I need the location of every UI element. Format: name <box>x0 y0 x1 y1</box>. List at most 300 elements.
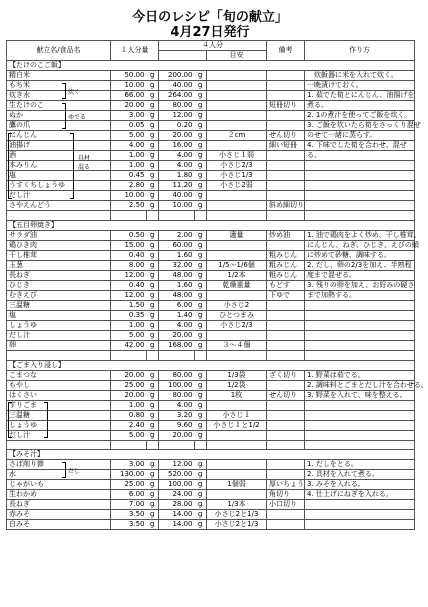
biko <box>267 310 305 320</box>
amount-four: 10.00 <box>159 201 195 211</box>
method-line <box>305 410 415 420</box>
food-name: にんじん <box>7 131 111 141</box>
biko: 角切り <box>267 490 305 500</box>
amount-four: 28.00 <box>159 500 195 510</box>
table-row <box>7 141 415 151</box>
food-name: だし汁 <box>7 191 111 201</box>
amount-one: 7.00 <box>111 500 147 510</box>
biko <box>267 320 305 330</box>
table-row <box>7 390 415 400</box>
unit-four: g <box>195 131 207 141</box>
unit-four: g <box>195 171 207 181</box>
amount-one: 5.00 <box>111 430 147 440</box>
method-line <box>305 300 415 310</box>
table-row <box>7 201 415 211</box>
method-line <box>305 161 415 171</box>
method-line: 1. 野菜は茹でる。 <box>305 370 415 380</box>
food-name: だし汁 <box>7 430 111 440</box>
method-line: 1. 油で鶏肉をよく炒め、干し椎茸、 <box>305 230 415 240</box>
amount-one: 42.00 <box>111 340 147 350</box>
unit-one: g <box>147 400 159 410</box>
biko: 斜め細切り <box>267 201 305 211</box>
unit-four: g <box>195 300 207 310</box>
unit-four: g <box>195 390 207 400</box>
method-line: まで加熱する。 <box>305 290 415 300</box>
amount-one: 3.50 <box>111 520 147 530</box>
meyasu: 1枚 <box>207 390 267 400</box>
unit-four: g <box>195 191 207 201</box>
amount-four: 4.00 <box>159 400 195 410</box>
method-line <box>305 520 415 530</box>
table-row <box>7 430 415 440</box>
table-row <box>7 260 415 270</box>
food-name: もち米 <box>7 81 111 91</box>
method-line: 4. 仕上げにねぎを入れる。 <box>305 490 415 500</box>
meyasu: ３〜４個 <box>207 340 267 350</box>
method-line <box>305 330 415 340</box>
table-row <box>7 370 415 380</box>
method-line: 煮る。 <box>305 101 415 111</box>
unit-one: g <box>147 101 159 111</box>
amount-one: 1.00 <box>111 151 147 161</box>
spacer-cell <box>207 211 267 221</box>
food-name: 三温糖 <box>7 410 111 420</box>
food-name: むきえび <box>7 290 111 300</box>
method-line: 4. 下味でした筍を合わせ、混ぜ <box>305 141 415 151</box>
amount-one: 1.00 <box>111 161 147 171</box>
amount-one: 2.80 <box>111 181 147 191</box>
unit-four: g <box>195 320 207 330</box>
unit-four: g <box>195 510 207 520</box>
col-header-biko: 備考 <box>267 41 305 61</box>
biko: 短冊切り <box>267 101 305 111</box>
meyasu <box>207 201 267 211</box>
food-name: 白みそ <box>7 520 111 530</box>
table-row <box>7 420 415 430</box>
unit-four: g <box>195 230 207 240</box>
col-header-one: １人分量 <box>111 41 159 61</box>
meyasu <box>207 330 267 340</box>
amount-one: 25.00 <box>111 380 147 390</box>
biko: 粗みじん <box>267 260 305 270</box>
unit-four: g <box>195 430 207 440</box>
group-note: だし <box>68 467 81 475</box>
table-row <box>7 270 415 280</box>
issue-date: 4月27日発行 <box>170 25 250 40</box>
food-name: 干し椎茸 <box>7 250 111 260</box>
food-name: サラダ油 <box>7 230 111 240</box>
biko <box>267 380 305 390</box>
unit-four: g <box>195 490 207 500</box>
amount-one: 10.00 <box>111 191 147 201</box>
amount-one: 0.05 <box>111 121 147 131</box>
unit-four: g <box>195 270 207 280</box>
spacer-cell <box>267 211 305 221</box>
amount-four: 80.00 <box>159 370 195 380</box>
food-name: 塩 <box>7 171 111 181</box>
amount-one: 130.00 <box>111 470 147 480</box>
amount-four: 32.00 <box>159 260 195 270</box>
food-name: こまつな <box>7 370 111 380</box>
amount-four: 264.00 <box>159 91 195 101</box>
amount-four: 1.40 <box>159 310 195 320</box>
unit-one: g <box>147 310 159 320</box>
amount-four: 20.00 <box>159 330 195 340</box>
amount-four: 4.00 <box>159 161 195 171</box>
amount-four: 4.00 <box>159 151 195 161</box>
method-line: 1. 茹でた筍とにんじん、油揚げを <box>305 91 415 101</box>
table-row <box>7 250 415 260</box>
amount-four: 48.00 <box>159 270 195 280</box>
amount-four: 2.00 <box>159 230 195 240</box>
meyasu: ２cm <box>207 131 267 141</box>
food-name: 生わかめ <box>7 490 111 500</box>
meyasu <box>207 81 267 91</box>
method-line <box>305 430 415 440</box>
spacer-cell <box>7 211 111 221</box>
table-row <box>7 510 415 520</box>
unit-four: g <box>195 181 207 191</box>
spacer-cell <box>305 350 415 360</box>
unit-one: g <box>147 410 159 420</box>
biko: 下ゆで <box>267 290 305 300</box>
amount-four: 9.60 <box>159 420 195 430</box>
unit-four: g <box>195 480 207 490</box>
meyasu <box>207 460 267 470</box>
method-line <box>305 181 415 191</box>
method-line <box>305 201 415 211</box>
meyasu <box>207 470 267 480</box>
meyasu <box>207 91 267 101</box>
amount-four: 168.00 <box>159 340 195 350</box>
spacer-cell <box>111 350 147 360</box>
biko <box>267 111 305 121</box>
unit-one: g <box>147 370 159 380</box>
method-line <box>305 420 415 430</box>
meyasu: 1/3袋 <box>207 370 267 380</box>
amount-one: 20.00 <box>111 101 147 111</box>
food-name: 生たけのこ <box>7 101 111 111</box>
table-row <box>7 121 415 131</box>
section-title: 【五目卵焼き】 <box>7 220 415 230</box>
amount-four: 12.00 <box>159 460 195 470</box>
method-line <box>305 340 415 350</box>
biko: 小口切り <box>267 500 305 510</box>
spacer-cell <box>305 211 415 221</box>
amount-one: 20.00 <box>111 370 147 380</box>
meyasu: 小さじ2と1/3 <box>207 520 267 530</box>
section-title: 【たけのこご飯】 <box>7 61 415 71</box>
col-header-four: ４人分 <box>159 41 267 51</box>
meyasu: 1/5〜1/6個 <box>207 260 267 270</box>
amount-one: 6.00 <box>111 490 147 500</box>
unit-four: g <box>195 141 207 151</box>
unit-four: g <box>195 91 207 101</box>
unit-four: g <box>195 71 207 81</box>
spacer-cell <box>305 440 415 450</box>
group-bracket <box>8 133 12 199</box>
amount-four: 11.20 <box>159 181 195 191</box>
unit-four: g <box>195 520 207 530</box>
amount-one: 4.00 <box>111 141 147 151</box>
food-name: ぬか <box>7 111 111 121</box>
section-spacer <box>7 211 415 221</box>
unit-four: g <box>195 260 207 270</box>
meyasu: 小さじ2と1/3 <box>207 510 267 520</box>
amount-four: 40.00 <box>159 81 195 91</box>
unit-one: g <box>147 191 159 201</box>
table-row <box>7 490 415 500</box>
food-name: 油揚げ <box>7 141 111 151</box>
table-row <box>7 71 415 81</box>
food-name: 三温糖 <box>7 300 111 310</box>
amount-four: 24.00 <box>159 490 195 500</box>
table-header-row <box>7 41 415 51</box>
table-row <box>7 330 415 340</box>
unit-one: g <box>147 300 159 310</box>
food-name: 鶏ひき肉 <box>7 240 111 250</box>
unit-four: g <box>195 370 207 380</box>
meyasu <box>207 290 267 300</box>
meyasu: 小さじ1/3 <box>207 171 267 181</box>
unit-one: g <box>147 340 159 350</box>
unit-one: g <box>147 171 159 181</box>
amount-four: 60.00 <box>159 240 195 250</box>
spacer-cell <box>267 440 305 450</box>
food-name: 炊き水 <box>7 91 111 101</box>
spacer-cell <box>111 211 147 221</box>
biko <box>267 91 305 101</box>
unit-one: g <box>147 131 159 141</box>
table-row <box>7 191 415 201</box>
unit-one: g <box>147 161 159 171</box>
amount-four: 20.00 <box>159 131 195 141</box>
biko <box>267 330 305 340</box>
meyasu: 1/3本 <box>207 500 267 510</box>
spacer-cell <box>159 350 195 360</box>
food-name: 精白米 <box>7 71 111 81</box>
col-header-name: 献立名/食品名 <box>7 41 111 61</box>
method-line <box>305 310 415 320</box>
biko: せん切り <box>267 390 305 400</box>
amount-one: 2.40 <box>111 420 147 430</box>
biko <box>267 71 305 81</box>
food-name: 玉葱 <box>7 260 111 270</box>
amount-one: 0.40 <box>111 280 147 290</box>
spacer-cell <box>111 440 147 450</box>
unit-one: g <box>147 490 159 500</box>
section-title-row <box>7 220 415 230</box>
meyasu: 小さじ１と1/2 <box>207 420 267 430</box>
biko <box>267 520 305 530</box>
amount-one: 15.00 <box>111 240 147 250</box>
biko: 粗みじん <box>267 250 305 260</box>
amount-four: 40.00 <box>159 191 195 201</box>
table-row <box>7 320 415 330</box>
group-note: ゆでる <box>68 113 87 121</box>
unit-one: g <box>147 240 159 250</box>
amount-four: 80.00 <box>159 101 195 111</box>
group-note: 混る <box>78 163 91 171</box>
table-row <box>7 310 415 320</box>
meyasu <box>207 240 267 250</box>
unit-one: g <box>147 111 159 121</box>
method-line: 度まで混ぜる。 <box>305 270 415 280</box>
table-row <box>7 181 415 191</box>
biko <box>267 300 305 310</box>
amount-one: 25.00 <box>111 480 147 490</box>
unit-one: g <box>147 151 159 161</box>
biko <box>267 410 305 420</box>
food-name: 水 <box>7 470 111 480</box>
meyasu: 小さじ2/3 <box>207 320 267 330</box>
food-name: はくさい <box>7 390 111 400</box>
table-row <box>7 171 415 181</box>
group-bracket <box>8 402 12 438</box>
amount-one: 8.00 <box>111 260 147 270</box>
table-row <box>7 380 415 390</box>
amount-four: 20.00 <box>159 430 195 440</box>
unit-four: g <box>195 151 207 161</box>
method-line: に炒めて砂糖、調味する。 <box>305 250 415 260</box>
amount-four: 14.00 <box>159 510 195 520</box>
biko <box>267 510 305 520</box>
meyasu: 適量 <box>207 230 267 240</box>
amount-four: 14.00 <box>159 520 195 530</box>
method-line: 3. 残りの卵を加え、お好みの硬さ <box>305 280 415 290</box>
biko <box>267 121 305 131</box>
method-line <box>305 400 415 410</box>
method-line <box>305 500 415 510</box>
method-line: 2. 調味料とごまとだし汁を合わせる。 <box>305 380 415 390</box>
unit-one: g <box>147 330 159 340</box>
spacer-cell <box>195 350 207 360</box>
unit-one: g <box>147 81 159 91</box>
biko <box>267 181 305 191</box>
unit-one: g <box>147 121 159 131</box>
amount-four: 12.00 <box>159 111 195 121</box>
amount-one: 3.50 <box>111 510 147 520</box>
unit-one: g <box>147 270 159 280</box>
amount-one: 1.50 <box>111 300 147 310</box>
unit-one: g <box>147 380 159 390</box>
meyasu: 小さじ2弱 <box>207 181 267 191</box>
spacer-cell <box>195 211 207 221</box>
food-name: ひじき <box>7 280 111 290</box>
section-title-row <box>7 360 415 370</box>
food-name: 酒 <box>7 151 111 161</box>
meyasu: 小さじ2 <box>207 300 267 310</box>
table-row <box>7 280 415 290</box>
table-row <box>7 400 415 410</box>
biko <box>267 430 305 440</box>
method-line: 一晩漬けておく。 <box>305 81 415 91</box>
unit-four: g <box>195 420 207 430</box>
biko <box>267 161 305 171</box>
table-row <box>7 151 415 161</box>
unit-four: g <box>195 310 207 320</box>
unit-four: g <box>195 330 207 340</box>
meyasu: 1個弱 <box>207 480 267 490</box>
meyasu <box>207 101 267 111</box>
amount-four: 1.60 <box>159 250 195 260</box>
meyasu <box>207 191 267 201</box>
food-name: 長ねぎ <box>7 270 111 280</box>
meyasu: 小さじ１弱 <box>207 151 267 161</box>
unit-one: g <box>147 480 159 490</box>
spacer-cell <box>7 440 111 450</box>
amount-one: 1.00 <box>111 400 147 410</box>
unit-four: g <box>195 161 207 171</box>
biko <box>267 191 305 201</box>
meyasu <box>207 490 267 500</box>
food-name: 長ねぎ <box>7 500 111 510</box>
group-bracket <box>62 103 66 129</box>
method-line: 2. 1の煮汁を使ってご飯を炊く。 <box>305 111 415 121</box>
unit-four: g <box>195 201 207 211</box>
amount-four: 4.00 <box>159 320 195 330</box>
biko <box>267 400 305 410</box>
biko: 厚いちょう <box>267 480 305 490</box>
spacer-cell <box>159 440 195 450</box>
group-bracket <box>44 402 48 438</box>
food-name: さやえんどう <box>7 201 111 211</box>
table-row <box>7 240 415 250</box>
spacer-cell <box>207 440 267 450</box>
food-name: 鷹の爪 <box>7 121 111 131</box>
amount-four: 0.20 <box>159 121 195 131</box>
biko <box>267 81 305 91</box>
food-name: うすくちしょうゆ <box>7 181 111 191</box>
food-name: しょうゆ <box>7 420 111 430</box>
food-name: もやし <box>7 380 111 390</box>
amount-one: 50.00 <box>111 71 147 81</box>
unit-four: g <box>195 81 207 91</box>
unit-one: g <box>147 390 159 400</box>
table-row <box>7 480 415 490</box>
food-name: じゃがいも <box>7 480 111 490</box>
amount-one: 0.35 <box>111 310 147 320</box>
section-title: 【ごま入り浸し】 <box>7 360 415 370</box>
unit-four: g <box>195 500 207 510</box>
spacer-cell <box>147 211 159 221</box>
biko <box>267 171 305 181</box>
biko: 細い短冊 <box>267 141 305 151</box>
meyasu: 1/2本 <box>207 270 267 280</box>
method-line: にんじん、ねぎ、ひじき、えびの順 <box>305 240 415 250</box>
meyasu: 1/2袋 <box>207 380 267 390</box>
unit-four: g <box>195 470 207 480</box>
col-header-meyasu: 目安 <box>207 51 267 61</box>
food-name: 塩 <box>7 310 111 320</box>
group-bracket <box>70 133 74 199</box>
food-name: さば削り節 <box>7 460 111 470</box>
meyasu <box>207 141 267 151</box>
amount-four: 16.00 <box>159 141 195 151</box>
unit-one: g <box>147 430 159 440</box>
unit-four: g <box>195 400 207 410</box>
unit-one: g <box>147 460 159 470</box>
amount-one: 3.00 <box>111 460 147 470</box>
spacer-cell <box>207 350 267 360</box>
food-name: しょうゆ <box>7 320 111 330</box>
table-row <box>7 131 415 141</box>
unit-four: g <box>195 380 207 390</box>
unit-one: g <box>147 280 159 290</box>
amount-one: 66.00 <box>111 91 147 101</box>
section-spacer <box>7 350 415 360</box>
unit-one: g <box>147 500 159 510</box>
